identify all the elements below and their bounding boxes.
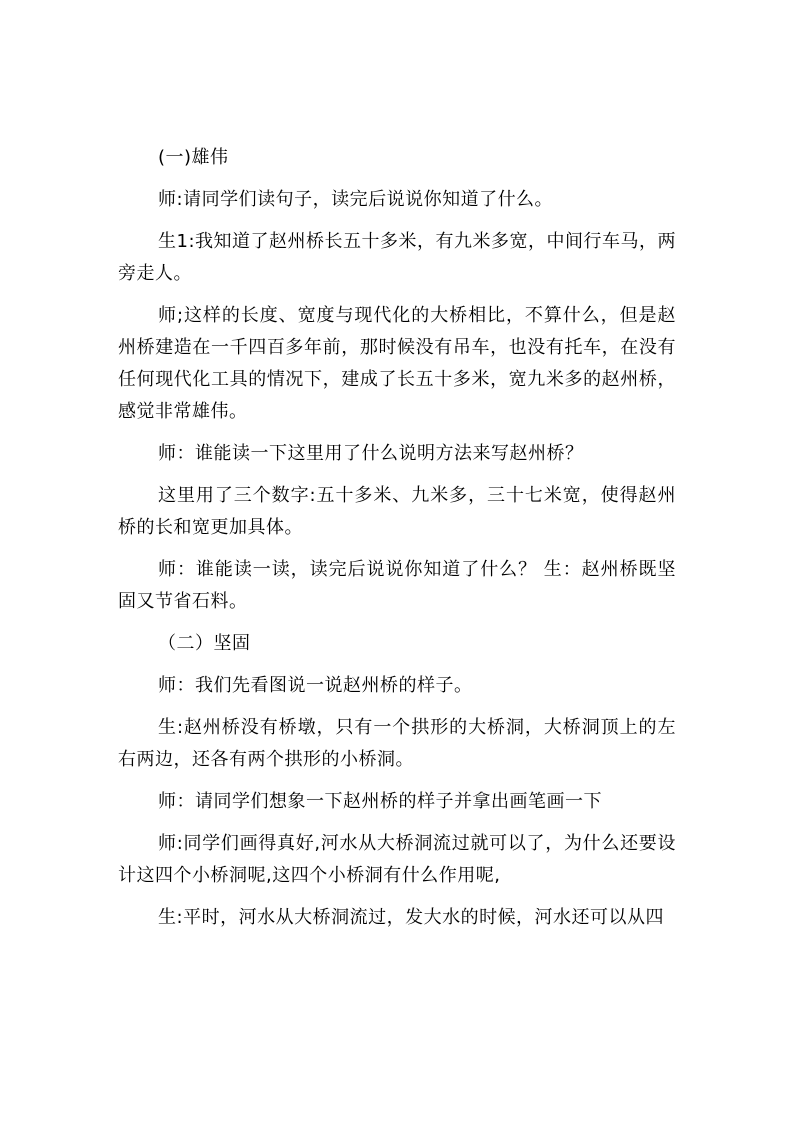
document-body — [118, 142, 676, 934]
paragraph-student-flood: 生:平时，河水从大桥洞流过，发大水的时候，河水还可以从四 — [158, 907, 665, 928]
paragraph-student-1: 生1:我知道了赵州桥长五十多米，有九米多宽，中间行车马，两旁走人。 — [118, 231, 677, 284]
paragraph-numbers: 这里用了三个数字:五十多米、九米多，三十七米宽，使得赵州桥的长和宽更加具体。 — [118, 485, 676, 538]
paragraph-student-describe: 生:赵州桥没有桥墩，只有一个拱形的大桥洞，大桥洞顶上的左右两边，还各有两个拱形的小桥洞。 — [118, 717, 676, 770]
section-heading-majestic: (一)雄伟 — [158, 147, 229, 168]
paragraph-teacher-draw: 师：请同学们想象一下赵州桥的样子并拿出画笔画一下 — [158, 791, 602, 812]
paragraph-teacher-look: 师：我们先看图说一说赵州桥的样子。 — [158, 675, 473, 696]
paragraph-teacher-read-again: 师：谁能读一读，读完后说说你知道了什么？ 生：赵州桥既坚固又节省石料。 — [118, 559, 676, 612]
paragraph-teacher-compare: 师;这样的长度、宽度与现代化的大桥相比，不算什么，但是赵州桥建造在一千四百多年前，那时候没有吊车，也没有托车，在没有任何现代化工具的情况下，建成了长五十多米，宽九米多的赵州桥，感觉非常雄伟。 — [118, 305, 676, 422]
section-heading-sturdy: （二）坚固 — [158, 633, 251, 654]
paragraph-teacher-method: 师：谁能读一下这里用了什么说明方法来写赵州桥？ — [158, 443, 584, 464]
paragraph-teacher-read: 师:请同学们读句子，读完后说说你知道了什么。 — [158, 189, 554, 210]
paragraph-teacher-why: 师:同学们画得真好,河水从大桥洞流过就可以了，为什么还要设计这四个小桥洞呢,这四个小桥洞有什么作用呢, — [118, 833, 676, 886]
